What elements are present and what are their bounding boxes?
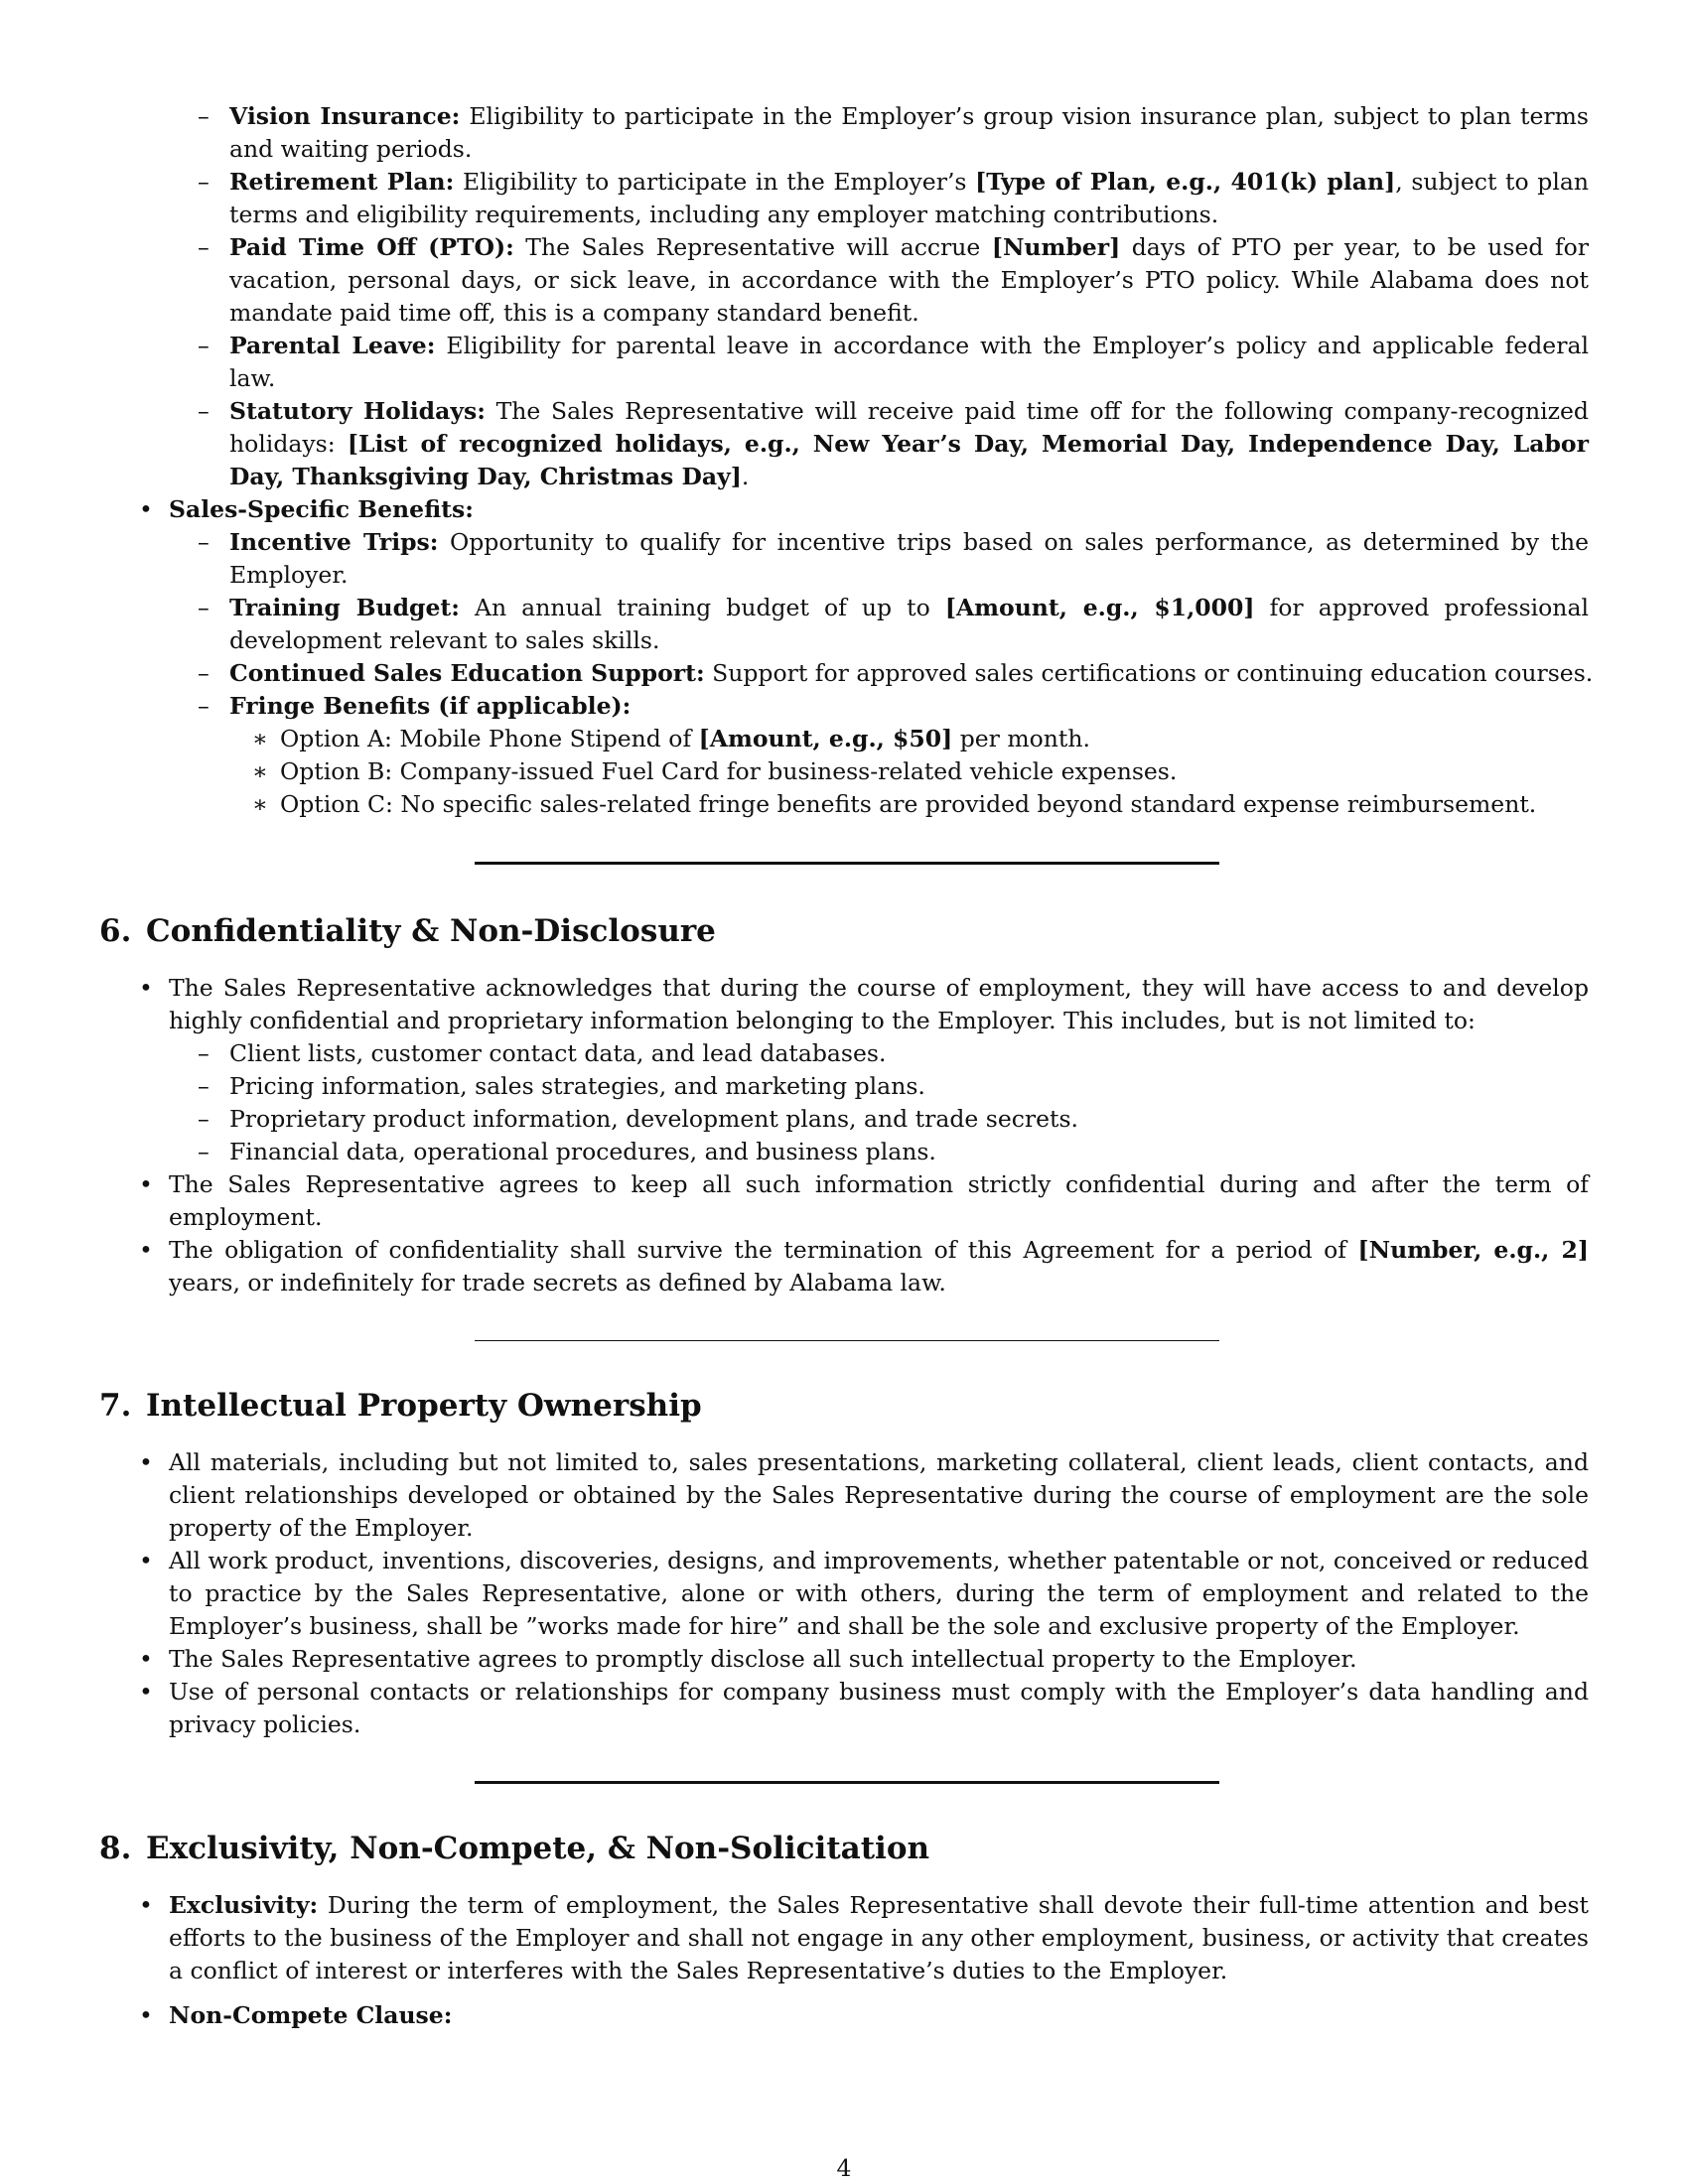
placeholder: [Number] [991,233,1121,261]
dash-marker: – [198,659,210,687]
bullet-marker: • [139,1678,153,1706]
placeholder: [List of recognized holidays, e.g., New Year’s Day, Memorial Day, Independence Day, Labor Day, Thanksgiving Day, Christmas Day] [229,430,1589,490]
section-6-body [0,972,1688,1299]
bullet-marker: • [139,1448,153,1476]
dash-marker: – [198,594,210,621]
dash-marker: – [198,233,210,261]
page-number: 4 [836,2154,852,2182]
benefit-training-budget: – Training Budget: An annual training budget of up to [Amount, e.g., $1,000] for approved professional development relevant to sales skills. [198,594,1589,654]
bullet-marker: • [139,2001,153,2029]
fringe-option-b: ∗ Option B: Company-issued Fuel Card for business-related vehicle expenses. [0,755,1688,788]
placeholder: [Number, e.g., 2] [1357,1236,1589,1264]
benefit-pto: – Paid Time Off (PTO): The Sales Representative will accrue [Number] days of PTO per year, to be used for vacation, personal days, or sick leave, in accordance with the Employer’s PTO policy. While Alabama does not mandate paid time off, this is a company standard benefit. [198,233,1589,327]
bullet-marker: • [139,495,153,523]
list-item: • Exclusivity: During the term of employment, the Sales Representative shall devote their full-time attention and best efforts to the business of the Employer and shall not engage in any other employment, business, or activity that creates a conflict of interest or interferes with the Sales Representative’s duties to the Employer. [139,1891,1589,1984]
fringe-option-a: ∗ Option A: Mobile Phone Stipend of [Amount, e.g., $50] per month. [0,723,1688,755]
dash-marker: – [198,1105,210,1133]
list-item: • Non-Compete Clause: [0,1999,1688,2032]
sub-list-item: – Client lists, customer contact data, and lead databases. [0,1037,1688,1070]
dash-marker: – [198,692,210,720]
asterisk-marker: ∗ [252,757,268,785]
section-8-heading: 8. Exclusivity, Non-Compete, & Non-Solicitation [99,1831,930,1866]
dash-marker: – [198,397,210,425]
dash-marker: – [198,1138,210,1165]
section-7-heading: 7. Intellectual Property Ownership [99,1388,702,1424]
list-item: • All materials, including but not limited to, sales presentations, marketing collateral, client leads, client contacts, and client relationships developed or obtained by the Sales Representative during the course of employment are the sole property of the Employer. [139,1448,1589,1542]
bullet-marker: • [139,974,153,1002]
fringe-option-c: ∗ Option C: No specific sales-related fringe benefits are provided beyond standard expense reimbursement. [0,788,1688,821]
dash-marker: – [198,102,210,130]
list-item: • The obligation of confidentiality shall survive the termination of this Agreement for a period of [Number, e.g., 2] years, or indefinitely for trade secrets as defined by Alabama law. [139,1236,1589,1297]
section-6-heading: 6. Confidentiality & Non-Disclosure [99,913,716,949]
bullet-marker: • [139,1236,153,1264]
dash-marker: – [198,168,210,196]
benefit-holidays: – Statutory Holidays: The Sales Representative will receive paid time off for the following company-recognized holidays: [List of recognized holidays, e.g., New Year’s Day, Memorial Day, Independence Day, Labor Day, Thanksgiving Day, Christmas Day]. [198,397,1589,490]
section-divider [475,1340,1219,1341]
asterisk-marker: ∗ [252,790,268,818]
bullet-marker: • [139,1547,153,1574]
benefit-education: – Continued Sales Education Support: Support for approved sales certifications or continuing education courses. [0,657,1688,690]
benefit-retirement: – Retirement Plan: Eligibility to participate in the Employer’s [Type of Plan, e.g., 401(k) plan], subject to plan terms and eligibility requirements, including any employer matching contributions. [198,168,1590,228]
list-item: • Use of personal contacts or relationships for company business must comply with the Employer’s data handling and privacy policies. [139,1678,1589,1738]
dash-marker: – [198,1072,210,1100]
benefit-incentive-trips: – Incentive Trips: Opportunity to qualify for incentive trips based on sales performance, as determined by the Employer. [198,528,1589,589]
sub-list-item: – Pricing information, sales strategies, and marketing plans. [0,1070,1688,1103]
asterisk-marker: ∗ [252,725,268,752]
list-item: • The Sales Representative acknowledges that during the course of employment, they will have access to and develop highly confidential and proprietary information belonging to the Employer. This includes, but is not limited to: [139,974,1589,1034]
bullet-marker: • [139,1645,153,1673]
section-divider [475,1781,1219,1784]
list-item: • All work product, inventions, discoveries, designs, and improvements, whether patentable or not, conceived or reduced to practice by the Sales Representative, alone or with others, during the term of employment and related to the Employer’s business, shall be ”works made for hire” and shall be the sole and exclusive property of the Employer. [139,1547,1589,1640]
sub-list-item: – Financial data, operational procedures, and business plans. [0,1136,1688,1168]
sub-list-item: – Proprietary product information, development plans, and trade secrets. [0,1103,1688,1136]
dash-marker: – [198,332,210,359]
section-divider [475,862,1219,865]
benefit-fringe: – Fringe Benefits (if applicable): [0,690,1688,723]
section-8-body [0,1889,1688,2032]
bullet-marker: • [139,1170,153,1198]
dash-marker: – [198,1039,210,1067]
placeholder: [Amount, e.g., $50] [698,725,953,752]
bullet-marker: • [139,1891,153,1919]
list-item: • The Sales Representative agrees to promptly disclose all such intellectual property to the Employer. [0,1643,1688,1676]
placeholder: [Amount, e.g., $1,000] [944,594,1255,621]
benefit-parental: – Parental Leave: Eligibility for parental leave in accordance with the Employer’s policy and applicable federal law. [198,332,1589,392]
list-item: • The Sales Representative agrees to keep all such information strictly confidential during and after the term of employment. [139,1170,1589,1231]
placeholder: [Type of Plan, e.g., 401(k) plan] [975,168,1396,196]
sales-benefits-heading: • Sales-Specific Benefits: [0,493,1688,526]
benefits-list [0,100,1688,821]
benefit-vision: – Vision Insurance: Eligibility to participate in the Employer’s group vision insurance plan, subject to plan terms and waiting periods. [198,102,1589,163]
section-7-body [0,1446,1688,1741]
dash-marker: – [198,528,210,556]
